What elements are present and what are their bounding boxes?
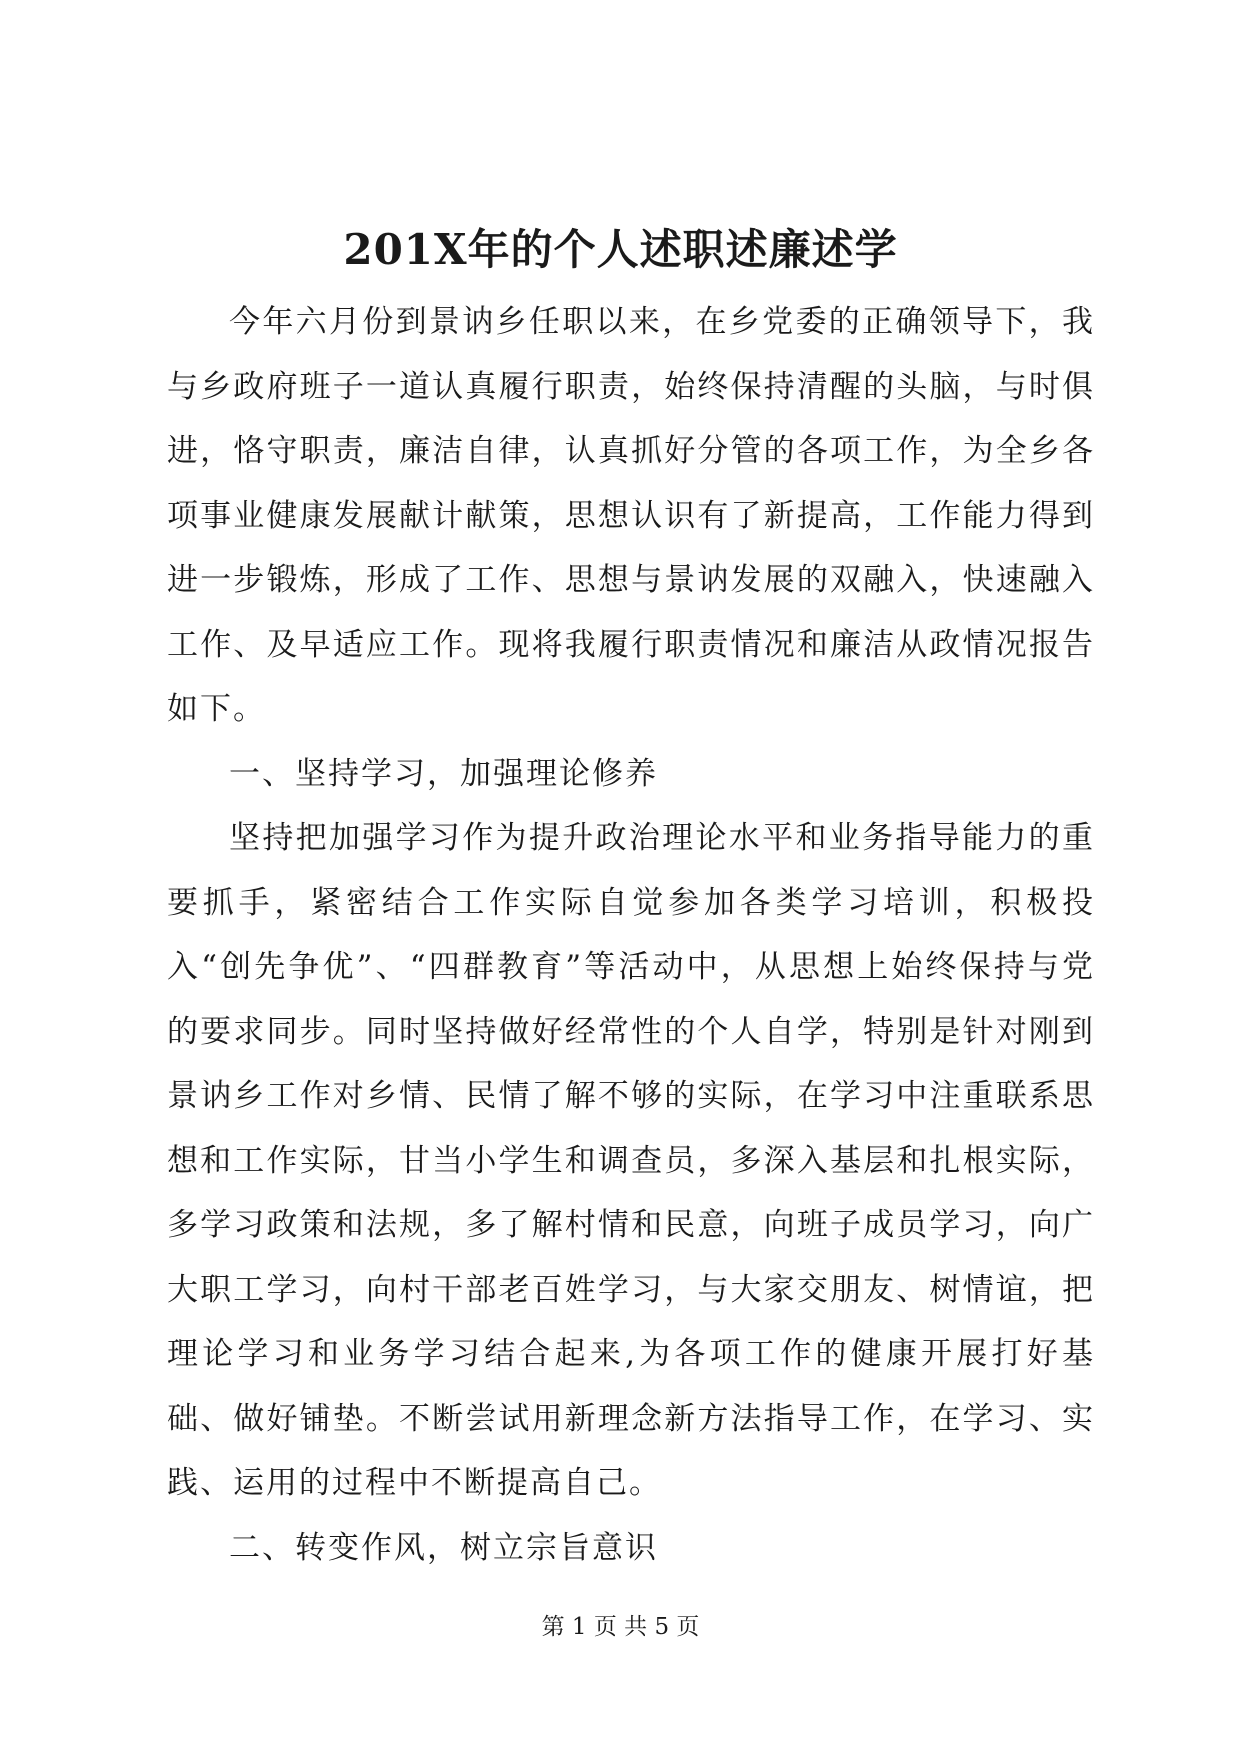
section-heading-1: 一、坚持学习，加强理论修养 [229, 755, 658, 792]
document-body [167, 290, 1095, 1580]
paragraph-study: 坚持把加强学习作为提升政治理论水平和业务指导能力的重要抓手，紧密结合工作实际自觉参加各类学习培训，积极投入“创先争优”、“四群教育”等活动中，从思想上始终保持与党的要求同步。同时坚持做好经常性的个人自学，特别是针对刚到景讷乡工作对乡情、民情了解不够的实际，在学习中注重联系思想和工作实际，甘当小学生和调查员，多深入基层和扎根实际，多学习政策和法规，多了解村情和民意，向班子成员学习，向广大职工学习，向村干部老百姓学习，与大家交朋友、树情谊，把理论学习和业务学习结合起来,为各项工作的健康开展打好基础、做好铺垫。不断尝试用新理念新方法指导工作，在学习、实践、运用的过程中不断提高自己。 [167, 820, 1095, 1501]
section-heading-2: 二、转变作风，树立宗旨意识 [229, 1529, 658, 1566]
paragraph-intro: 今年六月份到景讷乡任职以来，在乡党委的正确领导下，我与乡政府班子一道认真履行职责，始终保持清醒的头脑，与时俱进，恪守职责，廉洁自律，认真抓好分管的各项工作，为全乡各项事业健康发展献计献策，思想认识有了新提高，工作能力得到进一步锻炼，形成了工作、思想与景讷发展的双融入，快速融入工作、及早适应工作。现将我履行职责情况和廉洁从政情况报告如下。 [167, 304, 1095, 727]
page-number-footer: 第 1 页 共 5 页 [541, 1614, 700, 1640]
document-title: 201X年的个人述职述廉述学 [343, 225, 898, 274]
